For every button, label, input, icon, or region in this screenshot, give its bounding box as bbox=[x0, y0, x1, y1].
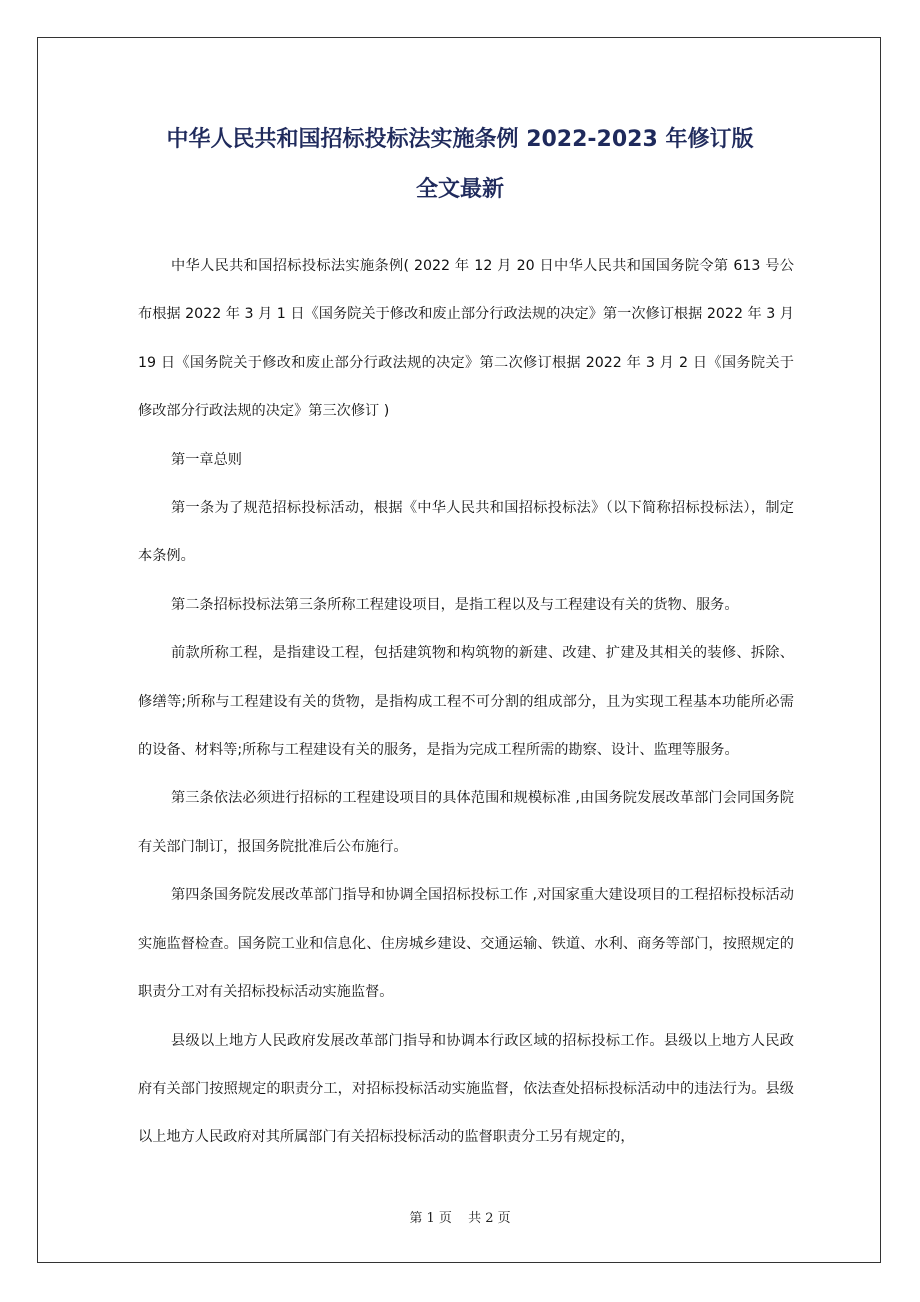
document-body bbox=[138, 242, 794, 1162]
page-number-current: 第 1 页 bbox=[409, 1211, 452, 1226]
document-title-line-2: 全文最新 bbox=[415, 177, 504, 202]
paragraph-preamble: 中华人民共和国招标投标法实施条例( 2022 年 12 月 20 日中华人民共和国国务院令第 613 号公布根据 2022 年 3 月 1 日《国务院关于修改和废止部分行政法规的决定》第一次修订根据 2022 年 3 月 19 日《国务院关于修改和废止部分行政法规的决定》第二次修订根据 2022 年 3 月 2 日《国务院关于修改部分行政法规的决定》第三次修订 ) bbox=[138, 258, 794, 420]
paragraph-article-4-detail: 县级以上地方人民政府发展改革部门指导和协调本行政区域的招标投标工作。县级以上地方人民政府有关部门按照规定的职责分工，对招标投标活动实施监督，依法查处招标投标活动中的违法行为。县级以上地方人民政府对其所属部门有关招标投标活动的监督职责分工另有规定的， bbox=[138, 1032, 794, 1146]
chapter-heading: 第一章总则 bbox=[171, 451, 242, 468]
page-footer bbox=[0, 1207, 920, 1226]
page-number-total: 共 2 页 bbox=[468, 1211, 511, 1226]
paragraph-article-3: 第三条依法必须进行招标的工程建设项目的具体范围和规模标准 ,由国务院发展改革部门会同国务院有关部门制订，报国务院批准后公布施行。 bbox=[138, 790, 794, 855]
paragraph-article-4: 第四条国务院发展改革部门指导和协调全国招标投标工作 ,对国家重大建设项目的工程招标投标活动实施监督检查。国务院工业和信息化、住房城乡建设、交通运输、铁道、水利、商务等部门，按照规定的职责分工对有关招标投标活动实施监督。 bbox=[138, 887, 794, 1001]
document-title-line-1: 中华人民共和国招标投标法实施条例 2022-2023 年修订版 bbox=[166, 127, 754, 152]
paragraph-article-2: 第二条招标投标法第三条所称工程建设项目，是指工程以及与工程建设有关的货物、服务。 bbox=[171, 596, 739, 613]
paragraph-article-1: 第一条为了规范招标投标活动，根据《中华人民共和国招标投标法》（以下简称招标投标法），制定本条例。 bbox=[138, 500, 794, 565]
paragraph-article-2-detail: 前款所称工程，是指建设工程，包括建筑物和构筑物的新建、改建、扩建及其相关的装修、拆除、修缮等;所称与工程建设有关的货物，是指构成工程不可分割的组成部分，且为实现工程基本功能所必需的设备、材料等;所称与工程建设有关的服务，是指为完成工程所需的勘察、设计、监理等服务。 bbox=[138, 645, 794, 759]
